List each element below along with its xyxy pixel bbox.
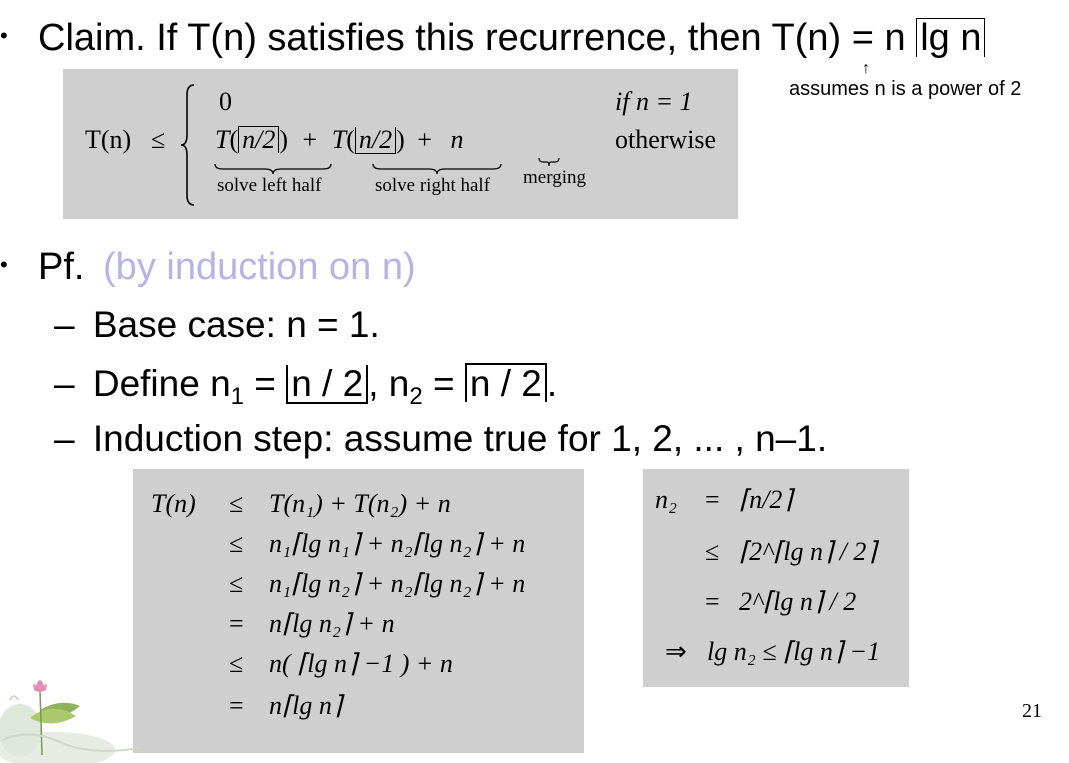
side-derivation-box [643, 469, 909, 687]
page-number: 21 [1022, 700, 1042, 722]
t-left: T [215, 125, 230, 154]
define-end: . [546, 363, 558, 404]
claim-lg: lg n [920, 17, 982, 59]
derivation-rel-2: ≤ [229, 569, 244, 598]
define-floor: n / 2 [286, 365, 368, 404]
side-lhs: n₂ [655, 485, 678, 514]
side-row-0: ⌈n/2⌉ [739, 485, 793, 514]
side-rel-1: ≤ [705, 537, 720, 566]
underbrace-right-icon [371, 163, 503, 175]
dash-1: – [54, 304, 75, 345]
define-mid: , n [368, 363, 410, 404]
derivation-lhs: T(n) [151, 489, 196, 518]
bullet-icon: • [0, 22, 8, 48]
derivation-row-2: n₁⌈lg n₂⌉ + n₂⌈lg n₂⌉ + n [269, 569, 526, 598]
side-row-1: ⌈2^⌈lg n⌉ / 2⌉ [739, 537, 877, 566]
define-n2-sub: 2 [409, 383, 423, 410]
define-eq: = [244, 363, 287, 404]
derivation-row-4: n( ⌈lg n⌉ −1 ) + n [269, 649, 453, 678]
bullet-icon-2: • [0, 251, 8, 277]
side-conclusion: lg n₂ ≤ ⌈lg n⌉ −1 [707, 637, 881, 666]
derivation-box [133, 469, 584, 753]
case2-expression: T( n/2 ) + T( n/2 ) + n [215, 125, 464, 154]
derivation-row-1: n₁⌈lg n₁⌉ + n₂⌈lg n₂⌉ + n [269, 529, 526, 558]
recurrence-box [63, 69, 738, 219]
side-rel-0: = [705, 485, 720, 514]
label-solve-left: solve left half [217, 175, 322, 196]
dash-2: – [54, 363, 75, 404]
lotus-decoration-icon [0, 630, 150, 763]
claim-text: Claim. If T(n) satisfies this recurrence, then T(n) = n [38, 17, 906, 59]
note-arrow-icon: ↑ [862, 60, 870, 77]
base-case-text: Base case: n = 1. [92, 304, 380, 345]
pf-label: Pf. [38, 246, 85, 288]
define-ceil: n / 2 [465, 363, 547, 402]
derivation-rel-0: ≤ [229, 489, 244, 518]
derivation-row-0: T(n₁) + T(n₂) + n [269, 489, 451, 518]
implies-icon: ⇒ [665, 637, 687, 666]
underbrace-left-icon [213, 163, 333, 175]
side-rel-2: = [705, 587, 720, 616]
induction-step-line [54, 420, 827, 457]
left-brace-icon [179, 83, 197, 207]
claim-ceil-lg [916, 18, 985, 57]
plus-2: + [417, 125, 432, 154]
derivation-rel-5: = [229, 691, 244, 720]
plus-1: + [302, 125, 318, 154]
underbrace-merge-icon [537, 157, 561, 167]
base-case-line [54, 306, 380, 343]
label-merging: merging [523, 167, 586, 188]
case1-condition: if n = 1 [615, 87, 693, 116]
derivation-rel-3: = [229, 609, 244, 638]
define-eq-2: = [422, 363, 465, 404]
power-of-two-note: assumes n is a power of 2 [789, 78, 1022, 100]
pf-method: (by induction on n) [103, 246, 416, 288]
dash-3: – [54, 418, 75, 459]
define-line [54, 363, 557, 409]
case1-value: 0 [219, 87, 232, 116]
define-prefix: Define n [92, 363, 231, 404]
side-row-2: 2^⌈lg n⌉ / 2 [739, 587, 857, 616]
derivation-rel-1: ≤ [229, 529, 244, 558]
derivation-rel-4: ≤ [229, 649, 244, 678]
derivation-row-3: n⌈lg n₂⌉ + n [269, 609, 395, 638]
recurrence-rel: ≤ [151, 125, 166, 154]
label-solve-right: solve right half [375, 175, 491, 196]
derivation-row-5: n⌈lg n⌉ [269, 691, 343, 720]
proof-line [0, 248, 416, 286]
define-n1-sub: 1 [230, 383, 245, 410]
claim-line [0, 18, 985, 57]
floor-half: n/2 [355, 127, 396, 154]
t-right: T [331, 125, 347, 154]
merge-n: n [450, 125, 464, 154]
case2-condition: otherwise [615, 125, 717, 154]
recurrence-lhs: T(n) [85, 125, 132, 154]
induction-step-text: Induction step: assume true for 1, 2, ... , n–1. [92, 418, 828, 459]
ceil-half: n/2 [238, 126, 279, 153]
